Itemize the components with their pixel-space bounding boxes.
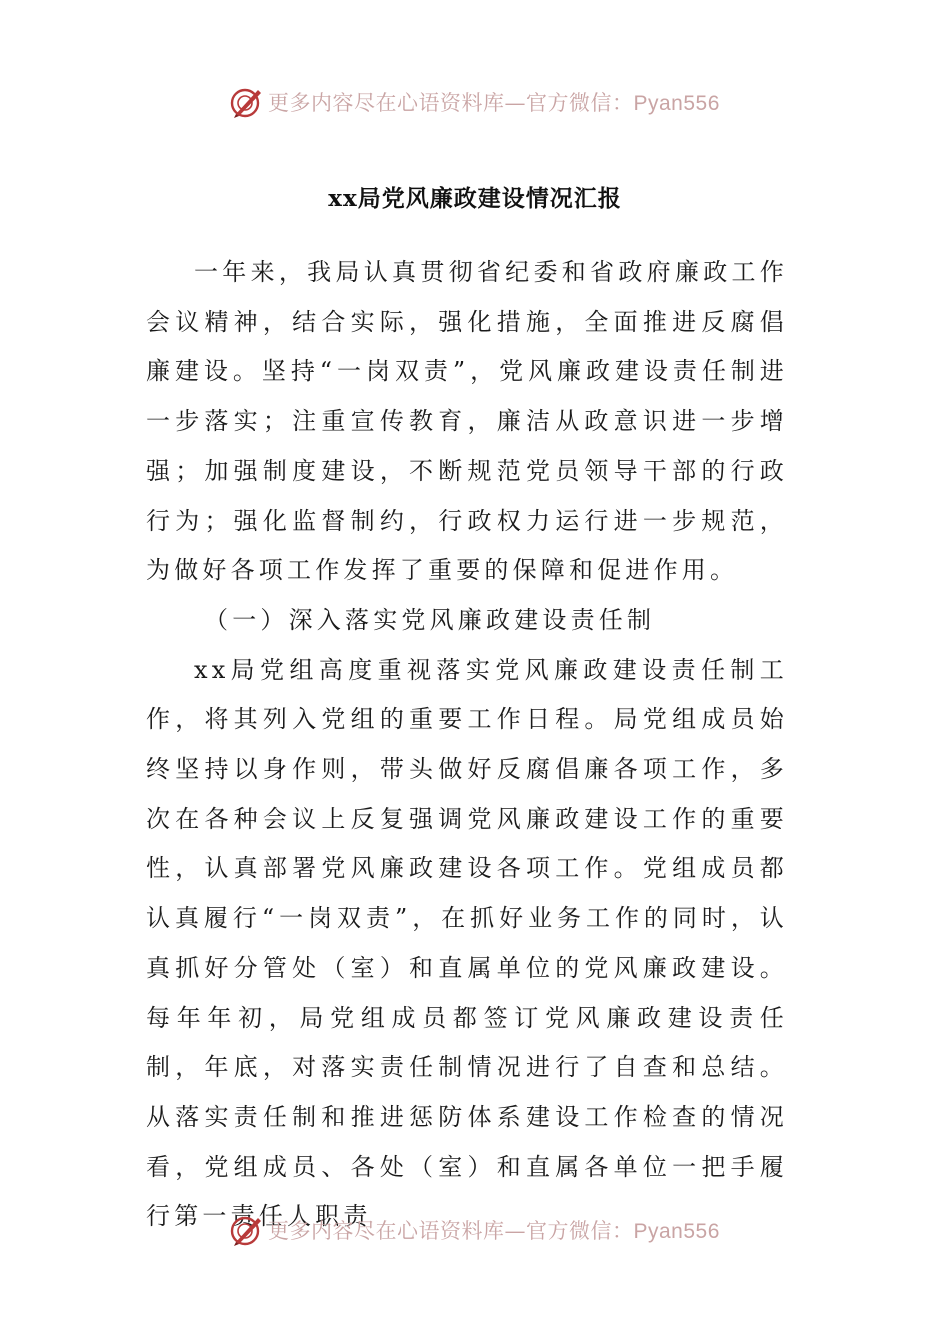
section-heading: （一）深入落实党风廉政建设责任制	[204, 605, 656, 634]
paragraph-intro: 一年来，我局认真贯彻省纪委和省政府廉政工作会议精神，结合实际，强化措施，全面推进反腐倡廉建设。坚持“一岗双责”，党风廉政建设责任制进一步落实；注重宣传教育，廉洁从政意识进一步增强；加强制度建设，不断规范党员领导干部的行政行为；强化监督制约，行政权力运行进一步规范，为做好各项工作发挥了重要的保障和促进作用。	[146, 258, 788, 585]
document-body	[146, 248, 788, 1242]
header-banner	[228, 80, 728, 124]
document-title: xx局党风廉政建设情况汇报	[328, 185, 622, 212]
footer-banner	[228, 1208, 728, 1252]
footer-banner-text: 更多内容尽在心语资料库—官方微信：Pyan556	[268, 1219, 720, 1243]
pen-circle-icon	[228, 1212, 264, 1248]
pen-circle-icon	[228, 84, 264, 120]
header-banner-text: 更多内容尽在心语资料库—官方微信：Pyan556	[268, 91, 720, 115]
paragraph-responsibility: xx局党组高度重视落实党风廉政建设责任制工作，将其列入党组的重要工作日程。局党组成员始终坚持以身作则，带头做好反腐倡廉各项工作，多次在各种会议上反复强调党风廉政建设工作的重要性，认真部署党风廉政建设各项工作。党组成员都认真履行“一岗双责”，在抓好业务工作的同时，认真抓好分管处（室）和直属单位的党风廉政建设。每年年初，局党组成员都签订党风廉政建设责任制，年底，对落实责任制情况进行了自查和总结。从落实责任制和推进惩防体系建设工作检查的情况看，党组成员、各处（室）和直属各单位一把手履行第一责任人职责	[146, 655, 788, 1231]
